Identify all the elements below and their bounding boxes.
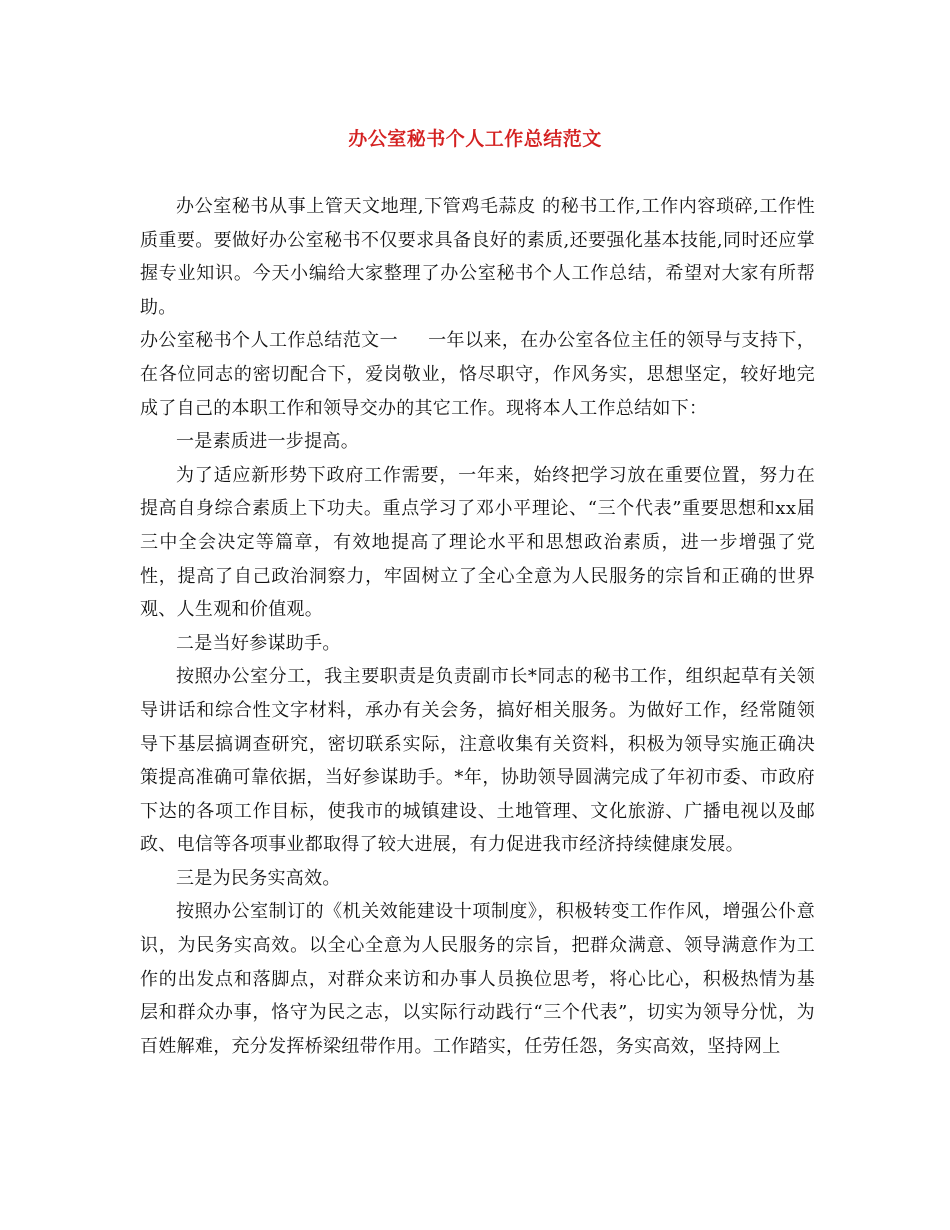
intro-paragraph: 办公室秘书从事上管天文地理,下管鸡毛蒜皮 的秘书工作,工作内容琐碎,工作性质重要。要做好办公室秘书不仅要求具备良好的素质,还要强化基本技能,同时还应掌握专业知识。今天小编给大家整理了办公室秘书个人工作总结，希望对大家有所帮助。 — [140, 196, 815, 318]
section-1-heading: 办公室秘书个人工作总结范文一 — [140, 330, 398, 352]
section-1-paragraph — [140, 324, 815, 425]
document-title: 办公室秘书个人工作总结范文 — [348, 128, 602, 150]
point-3-title: 三是为民务实高效。 — [176, 867, 341, 889]
point-1-title: 一是素质进一步提高。 — [176, 431, 359, 453]
point-1-body: 为了适应新形势下政府工作需要，一年来，始终把学习放在重要位置，努力在提高自身综合素质上下功夫。重点学习了邓小平理论、“三个代表”重要思想和xx届三中全会决定等篇章，有效地提高了理论水平和思想政治素质，进一步增强了党性，提高了自己政治洞察力，牢固树立了全心全意为人民服务的宗旨和正确的世界观、人生观和价值观。 — [140, 464, 815, 621]
document-body — [140, 190, 815, 1063]
point-3-body: 按照办公室制订的《机关效能建设十项制度》，积极转变工作作风，增强公仆意识，为民务实高效。以全心全意为人民服务的宗旨，把群众满意、领导满意作为工作的出发点和落脚点，对群众来访和办事人员换位思考，将心比心，积极热情为基层和群众办事，恪守为民之志，以实际行动践行“三个代表”，切实为领导分忧，为百姓解难，充分发挥桥梁纽带作用。工作踏实，任劳任怨，务实高效，坚持网上 — [140, 901, 815, 1057]
section-1-text: 一年以来，在办公室各位主任的领导与支持下，在各位同志的密切配合下，爱岗敬业，恪尽职守，作风务实，思想坚定，较好地完成了自己的本职工作和领导交办的其它工作。现将本人工作总结如下： — [140, 330, 815, 419]
point-2-body: 按照办公室分工，我主要职责是负责副市长*同志的秘书工作，组织起草有关领导讲话和综合性文字材料，承办有关会务，搞好相关服务。为做好工作，经常随领导下基层搞调查研究，密切联系实际，注意收集有关资料，积极为领导实施正确决策提高准确可靠依据，当好参谋助手。*年，协助领导圆满完成了年初市委、市政府下达的各项工作目标，使我市的城镇建设、土地管理、文化旅游、广播电视以及邮政、电信等各项事业都取得了较大进展，有力促进我市经济持续健康发展。 — [140, 666, 815, 856]
point-2-title: 二是当好参谋助手。 — [176, 632, 341, 654]
